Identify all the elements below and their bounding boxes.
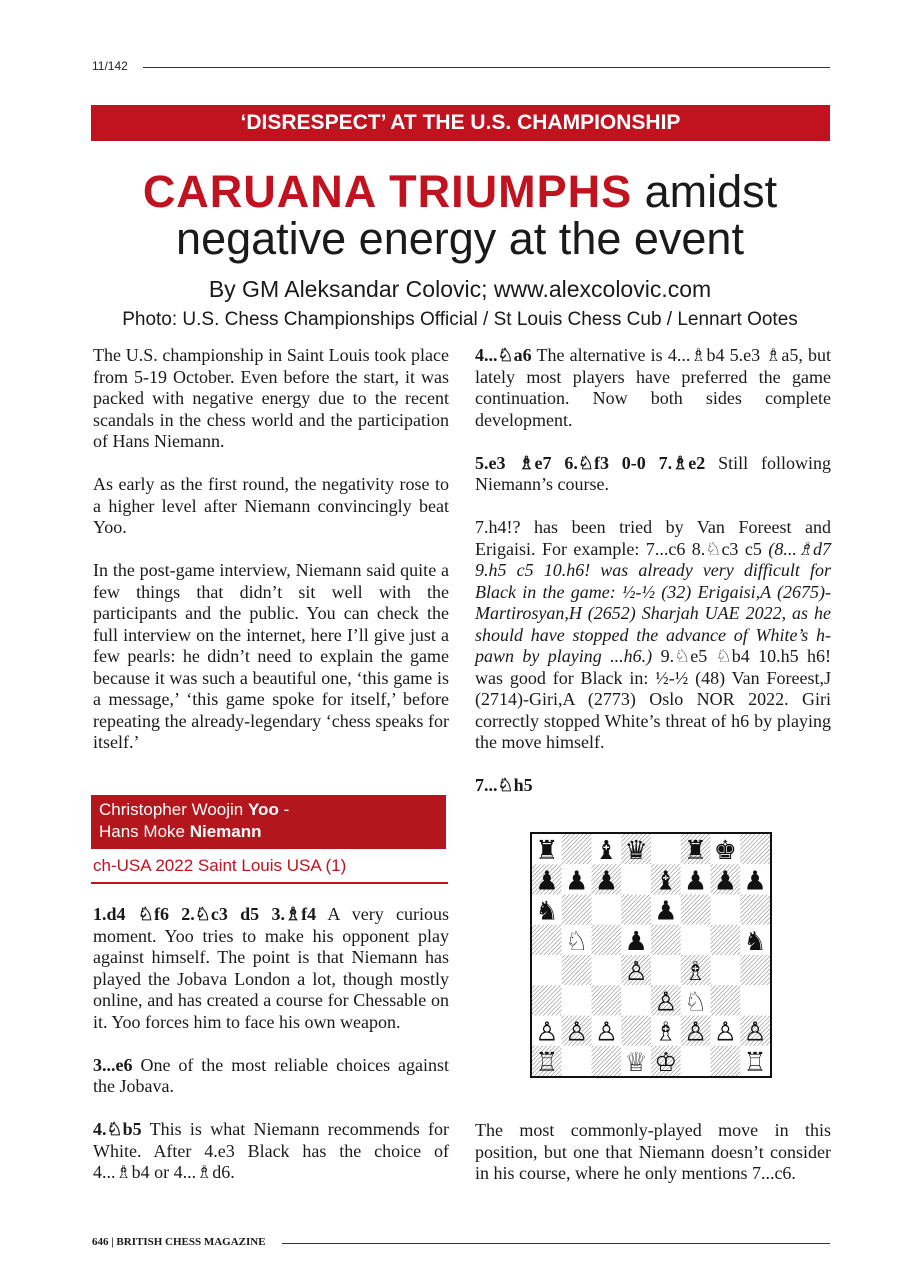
dark-square bbox=[711, 985, 741, 1015]
byline: By GM Aleksandar Colovic; www.alexcolovic.com bbox=[208, 276, 712, 302]
white-piece-icon: ♙ bbox=[684, 1017, 708, 1048]
dark-square bbox=[711, 1046, 741, 1076]
paragraph: The most commonly-played move in this position, but one that Niemann doesn’t consider in his course, where he only mentions 7...c6. bbox=[475, 1120, 831, 1183]
black-piece-icon: ♟ bbox=[743, 866, 767, 897]
white-piece-icon: ♙ bbox=[535, 1017, 559, 1048]
dark-square bbox=[740, 834, 770, 864]
comment: This is what Niemann recommends for White. After 4.e3 Black has the choice of 4...♗b4 or 4...♗d6. bbox=[93, 1119, 449, 1182]
move: 3...e6 bbox=[93, 1054, 133, 1075]
left-column-intro bbox=[93, 345, 449, 775]
photo-credit: Photo: U.S. Chess Championships Official / St Louis Chess Cub / Lennart Ootes bbox=[122, 309, 798, 330]
dark-square bbox=[681, 895, 711, 925]
black-piece-icon: ♟ bbox=[684, 866, 708, 897]
comment: One of the most reliable choices against the Jobava. bbox=[93, 1054, 449, 1096]
white-piece-icon: ♘ bbox=[565, 926, 589, 958]
black-piece-icon: ♞ bbox=[535, 896, 559, 927]
white-piece-icon: ♖ bbox=[743, 1047, 767, 1078]
move-annotation bbox=[93, 1055, 449, 1098]
white-piece-icon: ♙ bbox=[654, 987, 678, 1018]
paragraph: As early as the first round, the negativity rose to a higher level after Niemann convincingly beat Yoo. bbox=[93, 474, 449, 537]
light-square bbox=[592, 895, 622, 925]
black-piece-icon: ♝ bbox=[654, 866, 678, 897]
black-piece-icon: ♟ bbox=[713, 866, 737, 897]
black-piece-icon: ♟ bbox=[535, 866, 559, 897]
light-square bbox=[562, 985, 592, 1015]
move-annotation bbox=[475, 775, 831, 797]
black-piece-icon: ♜ bbox=[684, 836, 708, 867]
headline-highlight: CARUANA TRIUMPHS bbox=[142, 166, 633, 217]
header-rule bbox=[143, 67, 830, 68]
light-square bbox=[740, 985, 770, 1015]
light-square bbox=[681, 1046, 711, 1076]
move: 5.e3 ♗e7 6.♘f3 0-0 7.♗e2 bbox=[475, 452, 706, 473]
black-piece-icon: ♟ bbox=[624, 926, 648, 958]
chess-diagram bbox=[530, 832, 772, 1078]
footer-rule bbox=[282, 1243, 830, 1244]
variation-italic: (8...♗d7 9.h5 c5 10.h6! was already very difficult for Black in the game: ½-½ (32) Erigaisi,A (2675)-Martirosyan,H (2652) Sharjah UAE 2022, as he should have stopped the advance of White’s h-pawn by playing ...h6.) bbox=[475, 538, 831, 666]
headline-line1-rest: amidst bbox=[632, 166, 778, 217]
white-first-name: Christopher Woojin bbox=[99, 800, 248, 819]
white-piece-icon: ♙ bbox=[594, 1017, 618, 1048]
black-piece-icon: ♟ bbox=[654, 896, 678, 927]
white-piece-icon: ♙ bbox=[565, 1017, 589, 1048]
light-square bbox=[532, 955, 562, 985]
move-annotation bbox=[93, 904, 449, 1033]
move: 4...♘a6 bbox=[475, 345, 532, 365]
light-square bbox=[651, 834, 681, 864]
light-square bbox=[681, 925, 711, 955]
light-square bbox=[621, 864, 651, 894]
white-piece-icon: ♔ bbox=[654, 1047, 678, 1078]
page-footer: 646 | BRITISH CHESS MAGAZINE bbox=[92, 1236, 266, 1248]
white-piece-icon: ♗ bbox=[654, 1017, 678, 1048]
white-piece-icon: ♖ bbox=[535, 1047, 559, 1078]
move-annotation bbox=[93, 1119, 449, 1184]
dark-square bbox=[532, 925, 562, 955]
white-piece-icon: ♙ bbox=[624, 957, 648, 988]
white-last-name: Yoo bbox=[247, 800, 279, 819]
dark-square bbox=[592, 985, 622, 1015]
black-last-name: Niemann bbox=[189, 822, 262, 841]
black-piece-icon: ♞ bbox=[743, 926, 767, 958]
move: 7...♘h5 bbox=[475, 775, 533, 795]
paragraph: The U.S. championship in Saint Louis took place from 5-19 October. Even before the start, it was packed with negative energy due to the recent scandals in the chess world and the participation of Hans Niemann. bbox=[93, 345, 449, 451]
dark-square bbox=[592, 925, 622, 955]
comment: A very curious moment. Yoo tries to make his opponent play against himself. The point is that Niemann has played the Jobava London a lot, though mostly online, and has created a course for Chessable on it. Yoo forces him to face his own weapon. bbox=[93, 904, 449, 1032]
move-annotation bbox=[475, 453, 831, 496]
black-piece-icon: ♝ bbox=[594, 836, 618, 867]
move: 1.d4 ♘f6 2.♘c3 d5 3.♗f4 bbox=[93, 904, 317, 924]
game-players-box bbox=[91, 795, 446, 849]
players-separator: - bbox=[278, 800, 290, 819]
game-event: ch-USA 2022 Saint Louis USA (1) bbox=[91, 856, 448, 884]
dark-square bbox=[562, 834, 592, 864]
dark-square bbox=[562, 955, 592, 985]
white-piece-icon: ♙ bbox=[713, 1017, 737, 1048]
right-column bbox=[475, 345, 831, 818]
white-piece-icon: ♕ bbox=[624, 1047, 648, 1078]
move-annotation bbox=[475, 345, 831, 431]
comment: Still following Niemann’s course. bbox=[475, 452, 831, 494]
black-piece-icon: ♜ bbox=[535, 836, 559, 867]
paragraph: In the post-game interview, Niemann said quite a few things that didn’t sit well with the participants and the public. You can check the full interview on the internet, here I’ll give just a few pearls: he didn’t need to explain the game because it was such a beautiful one, ‘this game is a message,’ ‘this game spoke for itself,’ before repeating the already-legendary ‘chess speaks for itself.’ bbox=[93, 560, 449, 752]
dark-square bbox=[621, 1016, 651, 1046]
headline-line2: negative energy at the event bbox=[176, 213, 744, 264]
dark-square bbox=[740, 895, 770, 925]
light-square bbox=[711, 955, 741, 985]
dark-square bbox=[532, 985, 562, 1015]
black-first-name: Hans Moke bbox=[99, 822, 190, 841]
black-piece-icon: ♟ bbox=[594, 866, 618, 897]
black-piece-icon: ♟ bbox=[565, 866, 589, 897]
light-square bbox=[651, 955, 681, 985]
black-piece-icon: ♚ bbox=[713, 836, 737, 867]
light-square bbox=[711, 895, 741, 925]
white-piece-icon: ♙ bbox=[743, 1017, 767, 1048]
comment: The alternative is 4...♗b4 5.e3 ♗a5, but lately most players have preferred the game continuation. Now both sides complete development. bbox=[475, 345, 831, 430]
dark-square bbox=[740, 955, 770, 985]
black-piece-icon: ♛ bbox=[624, 836, 648, 867]
dark-square bbox=[651, 925, 681, 955]
dark-square bbox=[592, 1046, 622, 1076]
left-column-moves bbox=[93, 904, 449, 1205]
after-diagram-text bbox=[475, 1120, 831, 1206]
article-headline bbox=[80, 168, 840, 262]
white-piece-icon: ♘ bbox=[684, 987, 708, 1018]
move: 4.♘b5 bbox=[93, 1119, 142, 1139]
variation-text: 9.♘e5 ♘b4 10.h5 h6! was good for Black in: ½-½ (48) Van Foreest,J (2714)-Giri,A (2773) Oslo NOR 2022. Giri correctly stopped White’s threat of h6 by playing the move himself. bbox=[475, 646, 832, 752]
dark-square bbox=[711, 925, 741, 955]
white-piece-icon: ♗ bbox=[684, 957, 708, 988]
variation-text: 7.h4!? has been tried by Van Foreest and Erigaisi. For example: 7...c6 8.♘c3 c5 bbox=[475, 517, 831, 559]
dark-square bbox=[562, 895, 592, 925]
light-square bbox=[621, 985, 651, 1015]
dark-square bbox=[621, 895, 651, 925]
section-banner: ‘DISRESPECT’ AT THE U.S. CHAMPIONSHIP bbox=[91, 105, 830, 141]
light-square bbox=[562, 1046, 592, 1076]
light-square bbox=[592, 955, 622, 985]
page-number: 11/142 bbox=[92, 59, 128, 73]
variation-paragraph bbox=[475, 517, 831, 754]
